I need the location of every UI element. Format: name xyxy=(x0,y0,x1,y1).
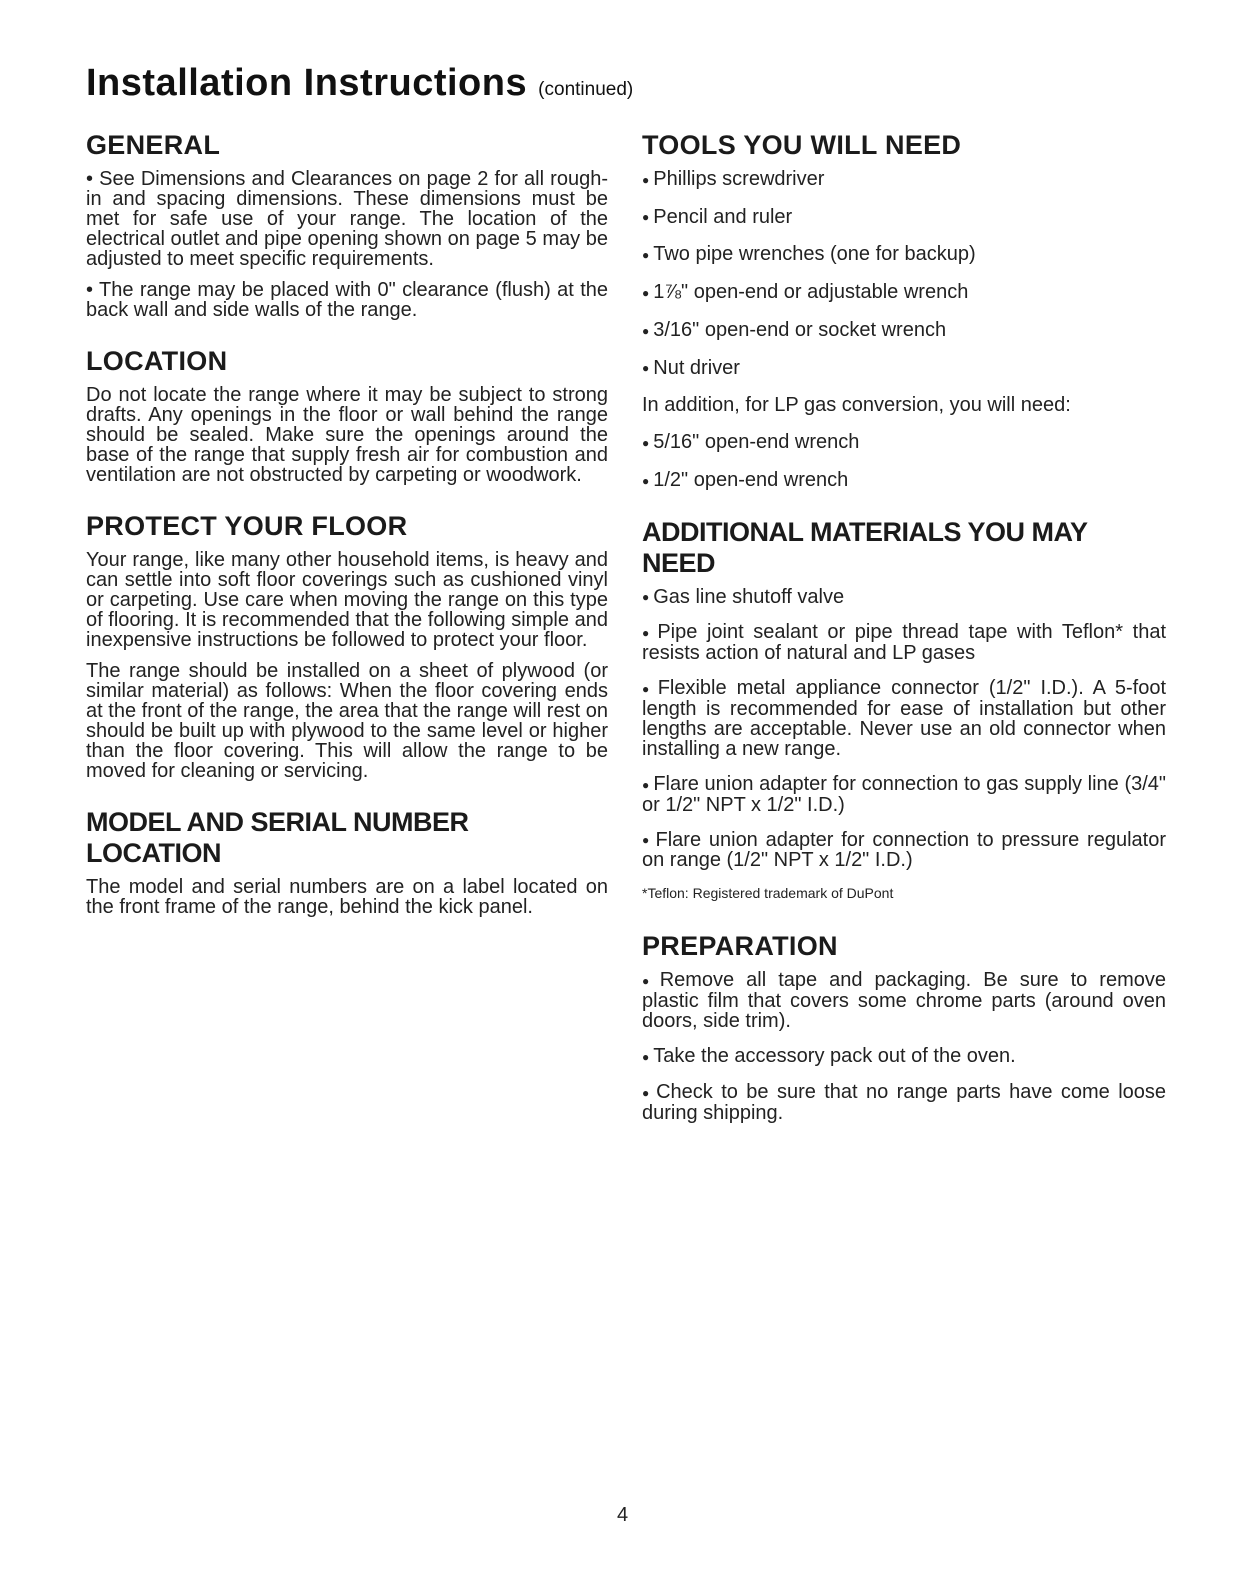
left-column xyxy=(86,130,608,943)
heading-materials: ADDITIONAL MATERIALS YOU MAY NEED xyxy=(642,516,1088,578)
teflon-footnote: *Teflon: Registered trademark of DuPont xyxy=(642,885,894,902)
list-item: ● Gas line shutoff valve xyxy=(642,585,845,608)
list-item: ● Check to be sure that no range parts have come loose during shipping. xyxy=(642,1080,1167,1124)
model-paragraph: The model and serial numbers are on a label located on the front frame of the range, behind the kick panel. xyxy=(86,876,608,918)
list-item: ● Flare union adapter for connection to gas supply line (3/4" or 1/2" NPT x 1/2" I.D.) xyxy=(642,772,1167,816)
list-item: ● Flare union adapter for connection to pressure regulator on range (1/2" NPT x 1/2" I.D.) xyxy=(642,828,1166,872)
heading-location: LOCATION xyxy=(86,346,228,376)
page-title xyxy=(86,62,633,105)
page-title-text: Installation Instructions xyxy=(86,62,528,104)
section-materials xyxy=(642,517,1166,902)
location-paragraph: Do not locate the range where it may be subject to strong drafts. Any openings in the floor or wall behind the range should be sealed. Make sure the openings around the base of the range that supply fresh air for combustion and ventilation are not obstructed by carpeting or woodwork. xyxy=(86,384,608,486)
page-title-continued: (continued) xyxy=(538,79,634,100)
general-paragraph: • The range may be placed with 0" clearance (flush) at the back wall and side walls of the range. xyxy=(86,279,608,321)
lp-tools-list xyxy=(642,432,1166,490)
list-item: ● Two pipe wrenches (one for backup) xyxy=(642,243,976,266)
section-protect-floor xyxy=(86,511,608,781)
section-preparation xyxy=(642,931,1166,1122)
general-paragraph: • See Dimensions and Clearances on page 2 for all rough-in and spacing dimensions. These dimensions must be met for safe use of your range. The location of the electrical outlet and pipe opening shown on page 5 may be adjusted to meet specific requirements. xyxy=(86,168,608,270)
list-item: ● 5/16" open-end wrench xyxy=(642,431,860,454)
list-item: ● Remove all tape and packaging. Be sure to remove plastic film that covers some chrome parts (around oven doors, side trim). xyxy=(642,969,1166,1033)
heading-general: GENERAL xyxy=(86,130,221,160)
tools-list xyxy=(642,169,1166,378)
list-item: ● Pipe joint sealant or pipe thread tape with Teflon* that resists action of natural and LP gases xyxy=(642,621,1167,665)
section-tools xyxy=(642,130,1166,491)
list-item: ● 3/16" open-end or socket wrench xyxy=(642,318,947,341)
section-location xyxy=(86,346,608,485)
heading-tools: TOOLS YOU WILL NEED xyxy=(642,130,962,160)
list-item: ● Phillips screwdriver xyxy=(642,168,825,190)
page-number: 4 xyxy=(616,1504,629,1526)
heading-model-serial: MODEL AND SERIAL NUMBER LOCATION xyxy=(86,807,469,868)
section-general xyxy=(86,130,608,320)
heading-protect-floor: PROTECT YOUR FLOOR xyxy=(86,511,408,541)
list-item: ● Pencil and ruler xyxy=(642,205,793,228)
section-model-serial xyxy=(86,807,608,917)
heading-preparation: PREPARATION xyxy=(642,931,838,962)
list-item: ● Take the accessory pack out of the oven. xyxy=(642,1045,1016,1068)
lp-conversion-note: In addition, for LP gas conversion, you will need: xyxy=(642,394,1071,417)
floor-paragraph: Your range, like many other household items, is heavy and can settle into soft floor coverings such as cushioned vinyl or carpeting. Use care when moving the range on this type of flooring. It is recommended that the following simple and inexpensive instructions be followed to protect your floor. xyxy=(86,549,608,651)
list-item: ● Flexible metal appliance connector (1/2" I.D.). A 5-foot length is recommended for ease of installation but other lengths are acceptable. Never use an old connector when installing a new range. xyxy=(642,677,1167,760)
list-item: ● 1/2" open-end wrench xyxy=(642,469,849,492)
right-column xyxy=(642,130,1166,1149)
list-item: ● 1⅞" open-end or adjustable wrench xyxy=(642,281,969,304)
materials-list xyxy=(642,587,1166,871)
preparation-list xyxy=(642,970,1166,1122)
list-item: ● Nut driver xyxy=(642,356,740,379)
floor-paragraph: The range should be installed on a sheet of plywood (or similar material) as follows: When the floor covering ends at the front of the range, the area that the range will rest on should be built up with plywood to the same level or higher than the floor covering. This will allow the range to be moved for cleaning or servicing. xyxy=(86,660,608,782)
